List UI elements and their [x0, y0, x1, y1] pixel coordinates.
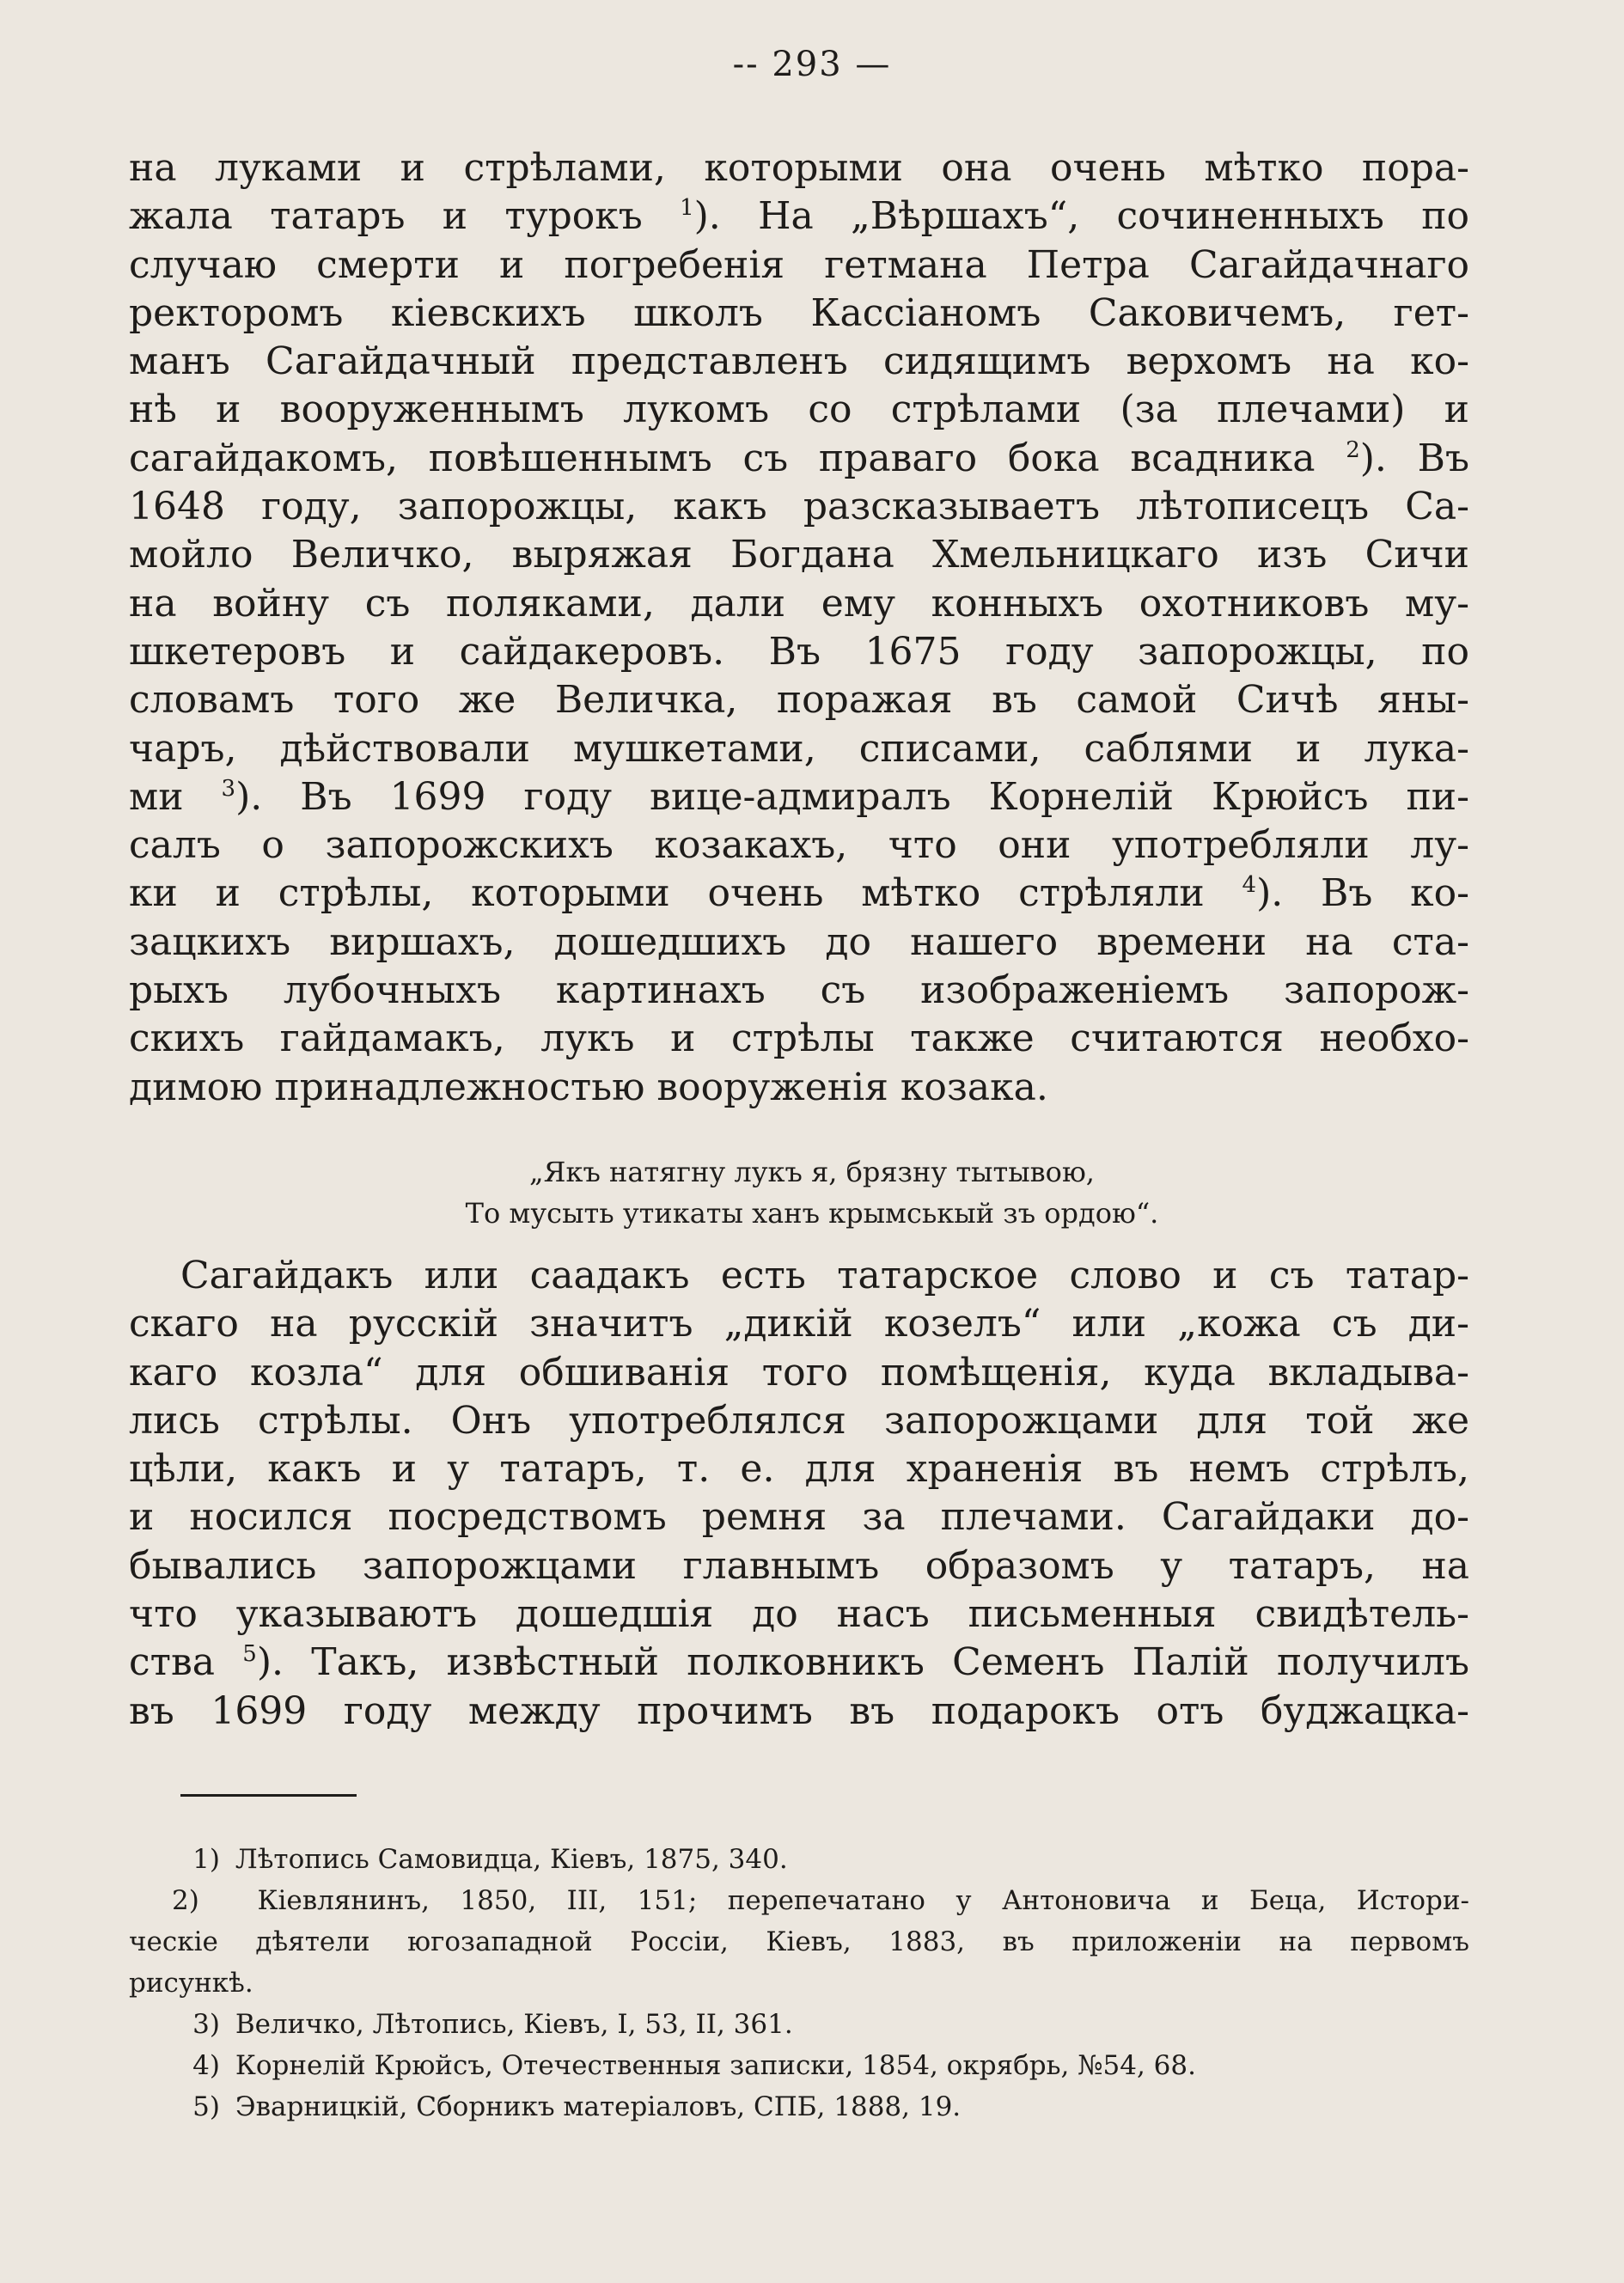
text-line: ки и стрѣлы, которыми очень мѣтко стрѣляли $^4$). Въ ко-	[129, 871, 1469, 916]
text-line: мойло Величко, выряжая Богдана Хмельницкаго изъ Сичи	[129, 533, 1469, 577]
text-line: и носился посредствомъ ремня за плечами. Сагайдаки до-	[129, 1495, 1469, 1540]
text-line: рыхъ лубочныхъ картинахъ съ изображеніемъ запорож-	[129, 968, 1469, 1013]
text-line: жала татаръ и турокъ $^1$). На „Вѣршахъ“, сочиненныхъ по	[129, 194, 1470, 239]
footnote-number: 4)	[192, 2050, 220, 2081]
text-line: цѣли, какъ и у татаръ, т. е. для храненія въ немъ стрѣлъ,	[129, 1447, 1469, 1492]
footnote-number: 1)	[192, 1844, 220, 1875]
verse-line: „Якъ натягну лукъ я, брязну тытывою,	[529, 1156, 1095, 1188]
footnote-number: 3)	[192, 2009, 220, 2040]
footnote-continuation: ческіе дѣятели югозападной Россіи, Кіевъ, 1883, въ приложеніи на первомъ	[129, 1926, 1469, 1957]
verse-line: То мусыть утикаты ханъ крымськый зъ ордою“.	[465, 1197, 1159, 1230]
footnote-marker: 2	[1346, 436, 1360, 463]
text-line: зацкихъ виршахъ, дошедшихъ до нашего времени на ста-	[129, 919, 1469, 964]
page-number: -- 293 —	[732, 45, 892, 84]
text-line: шкетеровъ и сайдакеровъ. Въ 1675 году запорожцы, по	[129, 629, 1469, 674]
footnote-marker: 4	[1242, 872, 1257, 899]
footnotes	[129, 1839, 1469, 2127]
text-line: манъ Сагайдачный представленъ сидящимъ верхомъ на ко-	[129, 339, 1469, 384]
footnote-number: 2)	[172, 1885, 199, 1916]
verse-quote	[0, 1151, 1624, 1234]
text-line: случаю смерти и погребенія гетмана Петра Сагайдачнаго	[129, 242, 1469, 287]
text-line: 1648 году, запорожцы, какъ разсказываетъ лѣтописецъ Са-	[129, 485, 1469, 529]
text-line: ректоромъ кіевскихъ школъ Кассіаномъ Саковичемъ, гет-	[129, 290, 1469, 335]
text-line: что указываютъ дошедшія до насъ письменныя свидѣтель-	[129, 1592, 1469, 1637]
text-line: димою принадлежностью вооруженія козака.	[129, 1065, 1048, 1109]
footnote-divider	[180, 1794, 357, 1797]
text-line: въ 1699 году между прочимъ въ подарокъ отъ буджацка-	[129, 1688, 1469, 1733]
text-line: чаръ, дѣйствовали мушкетами, списами, саблями и лука-	[129, 726, 1469, 771]
text-line: сагайдакомъ, повѣшеннымъ съ праваго бока всадника $^2$). Въ	[129, 436, 1469, 480]
paragraph-main	[129, 144, 1469, 1112]
footnote-marker: 1	[680, 195, 694, 222]
text-line: на войну съ поляками, дали ему конныхъ охотниковъ му-	[129, 581, 1469, 626]
text-line: ми $^3$). Въ 1699 году вице-адмиралъ Корнелій Крюйсъ пи-	[129, 774, 1469, 819]
text-line: нѣ и вооруженнымъ лукомъ со стрѣлами (за плечами) и	[129, 388, 1469, 432]
footnote: 5) Эварницкій, Сборникъ матеріаловъ, СПБ, 1888, 19.	[129, 2086, 1469, 2127]
text-line: ства $^5$). Такъ, извѣстный полковникъ Семенъ Палій получилъ	[129, 1640, 1469, 1685]
text-line: скихъ гайдамакъ, лукъ и стрѣлы также считаются необхо-	[129, 1016, 1469, 1061]
text-line: лись стрѣлы. Онъ употреблялся запорожцами для той же	[129, 1398, 1469, 1443]
footnote: 3) Величко, Лѣтопись, Кіевъ, I, 53, II, 361.	[129, 2004, 1469, 2045]
text-line: салъ о запорожскихъ козакахъ, что они употребляли лу-	[129, 823, 1469, 868]
footnote-continuation: рисункѣ.	[129, 1968, 253, 1999]
paragraph-sagaidak	[129, 1252, 1469, 1736]
footnote-number: 5)	[192, 2091, 220, 2122]
footnote: 2) Кіевлянинъ, 1850, III, 151; перепечатано у Антоновича и Беца, Истори-	[129, 1880, 1469, 1921]
footnote: 4) Корнелій Крюйсъ, Отечественныя записки, 1854, окрябрь, №54, 68.	[129, 2045, 1469, 2086]
text-line: скаго на русскій значитъ „дикій козелъ“ или „кожа съ ди-	[129, 1302, 1469, 1346]
text-line: бывались запорожцами главнымъ образомъ у татаръ, на	[129, 1543, 1469, 1588]
footnote-marker: 5	[242, 1641, 257, 1668]
text-line: словамъ того же Величка, поражая въ самой Сичѣ яны-	[129, 678, 1469, 723]
text-line: Сагайдакъ или саадакъ есть татарское слово и съ татар-	[180, 1254, 1469, 1297]
footnote-marker: 3	[221, 775, 236, 802]
text-line: каго козла“ для обшиванія того помѣщенія, куда вкладыва-	[129, 1350, 1469, 1395]
text-line: на луками и стрѣлами, которыми она очень мѣтко пора-	[129, 146, 1469, 190]
footnote: 1) Лѣтопись Самовидца, Кіевъ, 1875, 340.	[129, 1839, 1469, 1880]
